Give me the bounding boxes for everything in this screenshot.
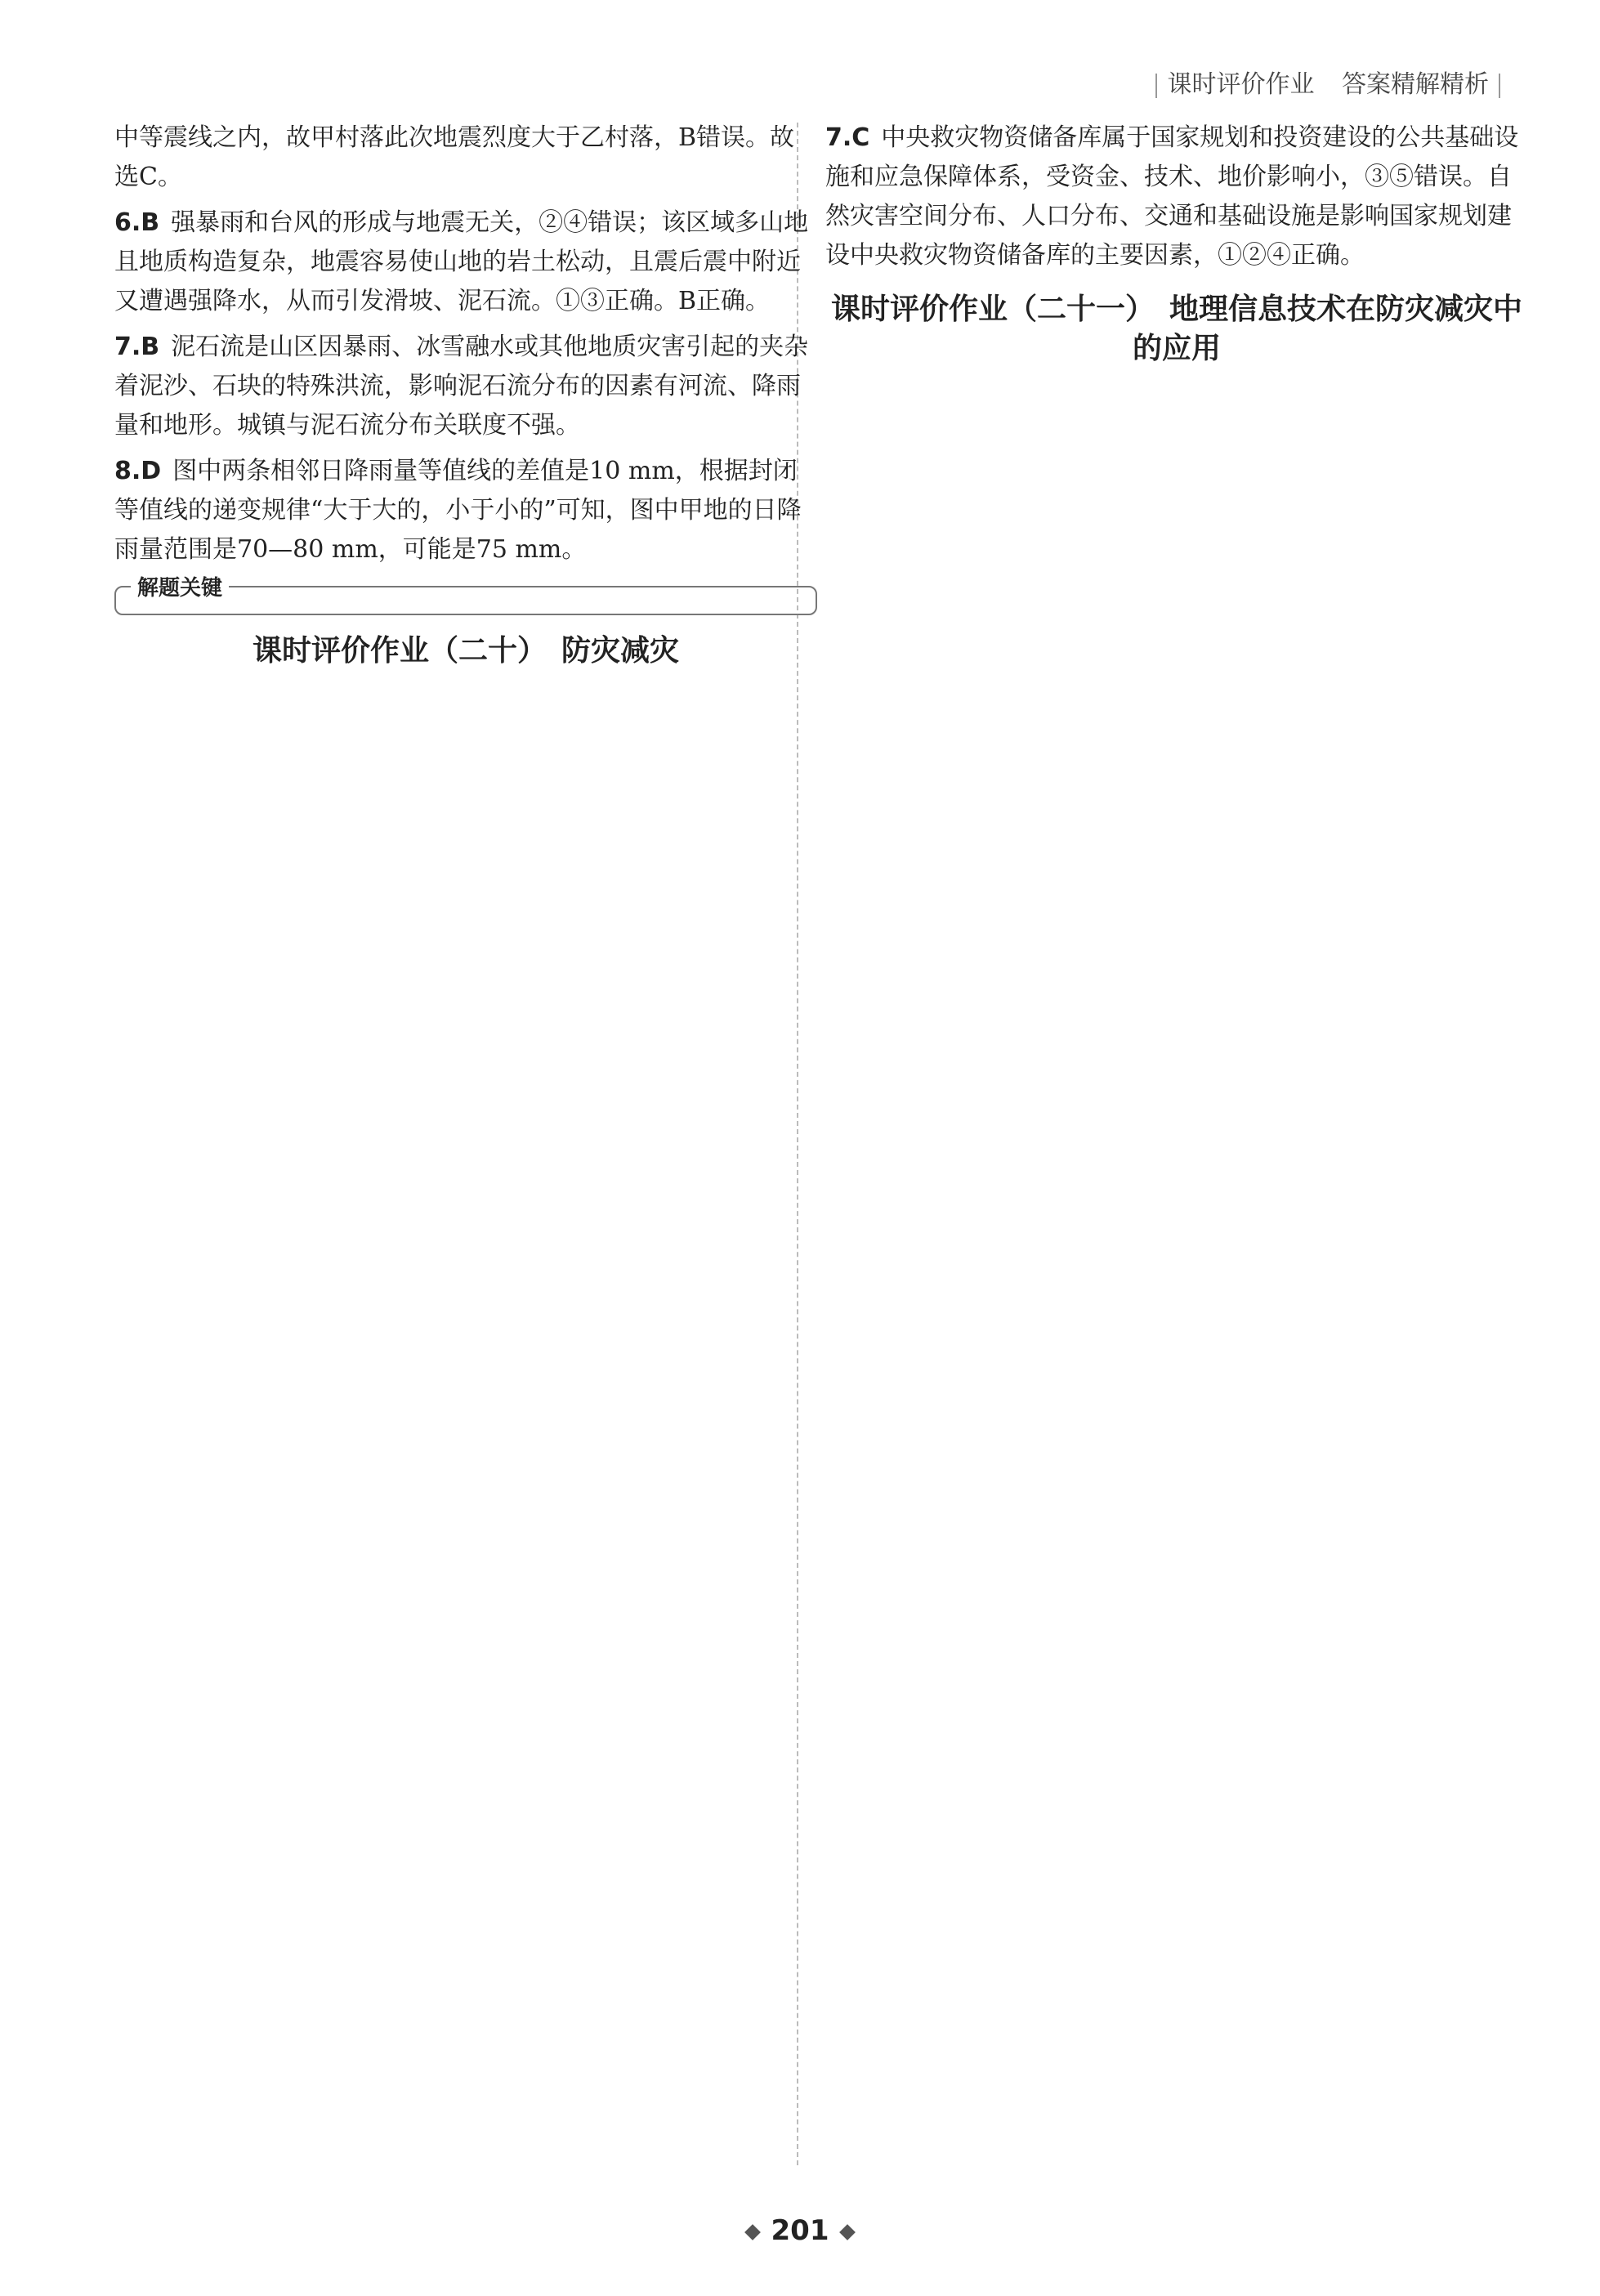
- question-number: 8.D: [114, 457, 162, 485]
- header-divider: [1499, 74, 1500, 98]
- left-column: [114, 118, 817, 681]
- section-title-20: 课时评价作业（二十） 防灾减灾: [252, 634, 679, 668]
- header-divider: [1155, 74, 1157, 98]
- key-point-box: [114, 576, 817, 615]
- section-title-21: 课时评价作业（二十一） 地理信息技术在防灾减灾中的应用: [830, 293, 1522, 365]
- answer-text: 图中两条相邻日降雨量等值线的差值是10 mm，根据封闭等值线的递变规律“大于大的，小于小的”可知，图中甲地的日降雨量范围是70—80 mm，可能是75 mm。: [114, 457, 802, 564]
- answer-item: [114, 203, 817, 321]
- diamond-icon: [840, 2224, 856, 2240]
- answer-text: 强暴雨和台风的形成与地震无关，②④错误；该区域多山地且地质构造复杂，地震容易使山地的岩土松动，且震后震中附近又遭遇强降水，从而引发滑坡、泥石流。①③正确。B正确。: [114, 208, 809, 315]
- answer-item: [114, 328, 817, 445]
- question-number: 7.B: [114, 333, 160, 361]
- header-left: 课时评价作业: [1167, 70, 1315, 99]
- question-number: 6.B: [114, 208, 160, 237]
- key-point-title: 解题关键: [131, 570, 229, 607]
- header-right: 答案精解精析: [1342, 70, 1489, 99]
- answer-text: 中央救灾物资储备库属于国家规划和投资建设的公共基础设施和应急保障体系，受资金、技术、地价影响小，③⑤错误。自然灾害空间分布、人口分布、交通和基础设施是影响国家规划建设中央救灾物资储备库的主要因素，①②④正确。: [825, 123, 1519, 270]
- right-column: [825, 118, 1528, 378]
- page-number-value: 201: [771, 2214, 829, 2247]
- page-number: [0, 2214, 1600, 2247]
- question-number: 7.C: [825, 123, 870, 152]
- diamond-icon: [744, 2224, 761, 2240]
- answer-item: [114, 452, 817, 570]
- answer-text: 泥石流是山区因暴雨、冰雪融水或其他地质灾害引起的夹杂着泥沙、石块的特殊洪流，影响泥石流分布的因素有河流、降雨量和地形。城镇与泥石流分布关联度不强。: [114, 333, 809, 440]
- answer-item: [825, 118, 1528, 275]
- intro-text: 中等震线之内，故甲村落此次地震烈度大于乙村落，B错误。故选C。: [114, 123, 795, 191]
- running-header: [1146, 64, 1510, 100]
